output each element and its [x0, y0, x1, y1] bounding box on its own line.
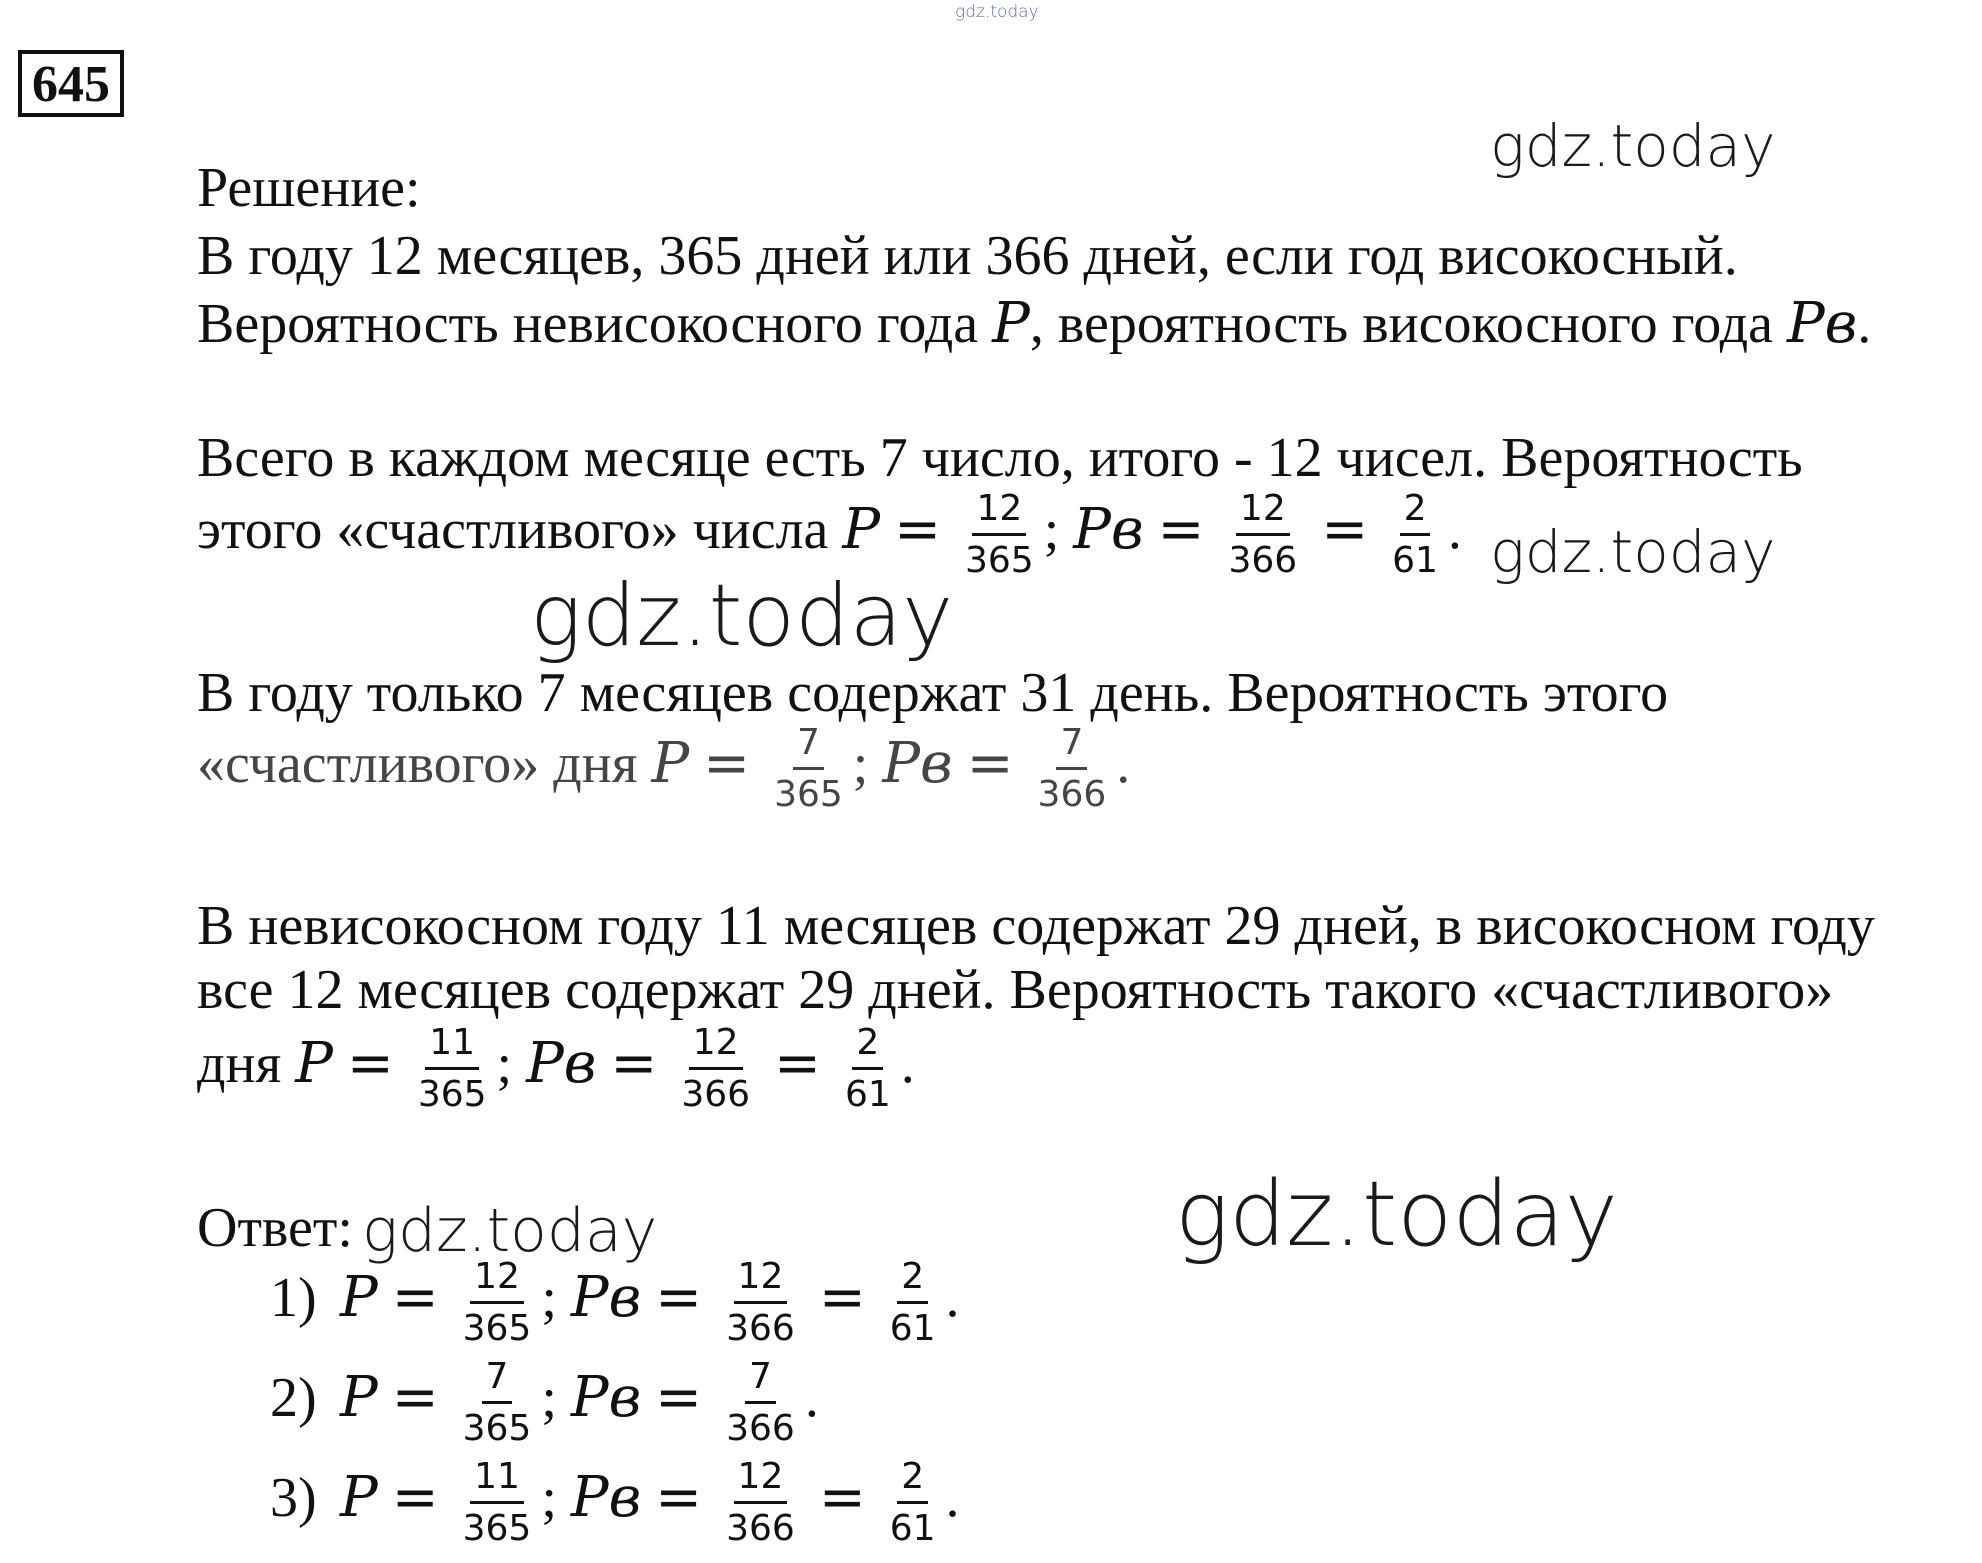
denominator: 61 — [889, 1308, 936, 1350]
para1-line1: В году 12 месяцев, 365 дней или 366 дней, если год високосный. — [197, 225, 1738, 287]
para4-line3 — [197, 1022, 915, 1116]
equals-sign: = — [1321, 496, 1369, 562]
answer-item-2 — [270, 1356, 819, 1450]
equals-sign: = — [391, 1464, 439, 1530]
answer-number: 1) — [270, 1266, 317, 1329]
text-fragment: . — [1857, 293, 1872, 355]
variable-Pv: Pв — [882, 730, 953, 796]
numerator: 2 — [897, 1456, 928, 1504]
answer-item-3 — [270, 1456, 960, 1550]
fraction — [722, 1256, 799, 1350]
denominator: 61 — [1392, 540, 1438, 582]
fraction — [414, 1022, 491, 1116]
numerator: 11 — [470, 1456, 524, 1504]
equals-sign: = — [391, 1364, 439, 1430]
period: . — [945, 1266, 960, 1329]
problem-number: 645 — [18, 50, 124, 117]
denominator: 365 — [462, 1508, 532, 1550]
equals-sign: = — [346, 1030, 394, 1096]
numerator: 7 — [745, 1356, 776, 1404]
text-fragment: , вероятность високосного года — [1029, 293, 1787, 355]
semicolon: ; — [1043, 498, 1060, 561]
text-fragment: дня — [197, 1032, 296, 1095]
fraction — [961, 488, 1038, 582]
equals-sign: = — [655, 1264, 703, 1330]
denominator: 365 — [964, 540, 1034, 582]
equals-sign: = — [818, 1264, 866, 1330]
solution-label: Решение: — [197, 157, 421, 219]
denominator: 366 — [1228, 540, 1298, 582]
numerator: 7 — [793, 722, 824, 770]
numerator: 12 — [734, 1256, 788, 1304]
variable-Pv: Pв — [570, 1364, 642, 1430]
denominator: 366 — [1037, 774, 1107, 816]
variable-P: P — [340, 1264, 378, 1330]
text-fragment: «счастливого» дня — [197, 732, 652, 795]
denominator: 365 — [417, 1074, 487, 1116]
fraction — [1224, 488, 1301, 582]
equals-sign: = — [655, 1364, 703, 1430]
numerator: 12 — [470, 1256, 524, 1304]
denominator: 365 — [774, 774, 843, 816]
equals-sign: = — [655, 1464, 703, 1530]
para3-line1: В году только 7 месяцев содержат 31 день. Вероятность этого — [197, 662, 1669, 724]
semicolon: ; — [496, 1032, 513, 1095]
answer-number: 2) — [270, 1366, 317, 1429]
equals-sign: = — [894, 496, 941, 562]
para1-line2 — [197, 291, 1872, 356]
equals-sign: = — [1157, 496, 1205, 562]
numerator: 12 — [1236, 488, 1290, 536]
denominator: 61 — [889, 1508, 936, 1550]
period: . — [1116, 732, 1131, 795]
variable-P: P — [340, 1464, 378, 1530]
numerator: 2 — [852, 1022, 883, 1070]
para4-line2: все 12 месяцев содержат 29 дней. Вероятность такого «счастливого» — [197, 959, 1834, 1021]
text-fragment: этого «счастливого» числа — [197, 498, 843, 561]
equals-sign: = — [391, 1264, 439, 1330]
denominator: 366 — [726, 1408, 795, 1450]
fraction — [459, 1356, 536, 1450]
fraction — [722, 1356, 799, 1450]
equals-sign: = — [703, 730, 751, 796]
watermark: gdz.today — [530, 566, 954, 666]
period: . — [1447, 498, 1462, 561]
fraction — [722, 1456, 799, 1550]
numerator: 2 — [1400, 488, 1431, 536]
watermark: gdz.today — [1490, 518, 1776, 586]
numerator: 12 — [689, 1022, 743, 1070]
variable-Pv: Pв — [1073, 496, 1144, 562]
period: . — [804, 1366, 819, 1429]
fraction — [841, 1022, 895, 1116]
answer-item-1 — [270, 1256, 960, 1350]
fraction — [886, 1456, 940, 1550]
fraction — [677, 1022, 754, 1116]
numerator: 7 — [482, 1356, 513, 1404]
variable-Pv: Pв — [570, 1264, 642, 1330]
variable-P: P — [651, 730, 690, 796]
fraction — [459, 1456, 536, 1550]
period: . — [900, 1032, 915, 1095]
fraction — [459, 1256, 536, 1350]
fraction — [1034, 722, 1111, 816]
variable-P: P — [340, 1364, 378, 1430]
denominator: 366 — [681, 1074, 751, 1116]
denominator: 61 — [844, 1074, 891, 1116]
denominator: 365 — [462, 1408, 532, 1450]
semicolon: ; — [541, 1466, 557, 1529]
equals-sign: = — [774, 1030, 821, 1096]
denominator: 366 — [726, 1508, 795, 1550]
variable-P: P — [842, 496, 881, 562]
watermark: gdz.today — [1490, 112, 1776, 180]
variable-Pv: Pв — [526, 1030, 597, 1096]
variable-Pv: Pв — [570, 1464, 642, 1530]
variable-P: P — [992, 291, 1030, 356]
period: . — [945, 1466, 960, 1529]
answer-number: 3) — [270, 1466, 317, 1529]
answer-label: Ответ: — [197, 1197, 353, 1259]
numerator: 12 — [734, 1456, 788, 1504]
fraction — [770, 722, 847, 816]
variable-Pv: Pв — [1786, 291, 1858, 356]
semicolon: ; — [541, 1266, 557, 1329]
watermark: gdz.today — [362, 1196, 658, 1266]
denominator: 365 — [462, 1308, 532, 1350]
watermark: gdz.today — [1175, 1162, 1618, 1267]
equals-sign: = — [966, 730, 1014, 796]
para4-line1: В невисокосном году 11 месяцев содержат 29 дней, в високосном году — [197, 895, 1875, 957]
numerator: 11 — [425, 1022, 479, 1070]
fraction — [886, 1256, 940, 1350]
numerator: 7 — [1056, 722, 1087, 770]
denominator: 366 — [726, 1308, 795, 1350]
semicolon: ; — [852, 732, 869, 795]
equals-sign: = — [818, 1464, 866, 1530]
equals-sign: = — [610, 1030, 658, 1096]
semicolon: ; — [541, 1366, 557, 1429]
fraction — [1388, 488, 1442, 582]
para3-line2 — [197, 722, 1130, 816]
text-fragment: Вероятность невисокосного года — [197, 293, 993, 355]
variable-P: P — [295, 1030, 333, 1096]
numerator: 12 — [972, 488, 1026, 536]
header-watermark: gdz.today — [955, 2, 1039, 22]
numerator: 2 — [897, 1256, 928, 1304]
para2-line2 — [197, 488, 1462, 582]
para2-line1: Всего в каждом месяце есть 7 число, итого - 12 чисел. Вероятность — [197, 427, 1803, 489]
